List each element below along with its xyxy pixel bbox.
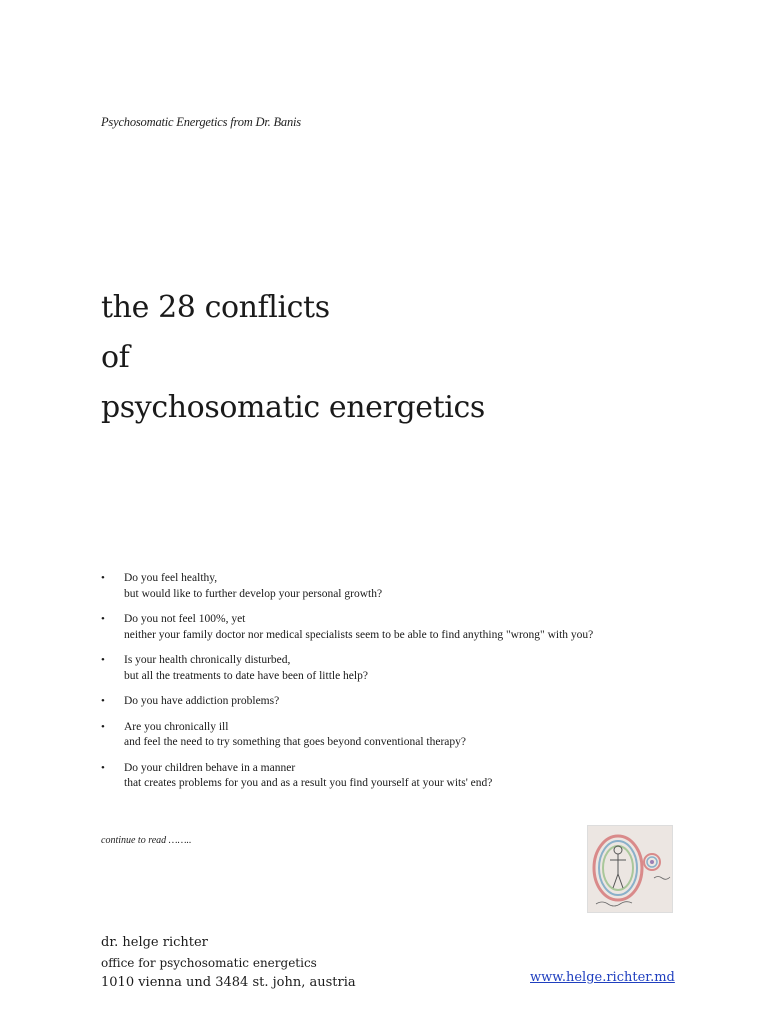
title-line-2: of [101, 340, 130, 375]
continue-reading-text: continue to read …….. [101, 835, 192, 846]
document-title [101, 283, 485, 433]
question-subtext: but all the treatments to date have been of little help? [124, 669, 368, 682]
author-block [101, 933, 356, 993]
list-item [101, 653, 721, 684]
bullet-icon: • [101, 720, 105, 733]
office-name: office for psychosomatic energetics [101, 956, 317, 970]
bullet-icon: • [101, 613, 105, 625]
question-text: Do you have addiction problems? [124, 695, 280, 707]
question-text: Do your children behave in a manner [124, 761, 296, 774]
bullet-icon: • [101, 654, 105, 666]
author-name: dr. helge richter [101, 935, 208, 950]
website-link[interactable]: www.helge.richter.md [530, 970, 675, 985]
question-subtext: but would like to further develop your personal growth? [124, 587, 383, 600]
list-item [101, 612, 721, 643]
list-item [101, 694, 721, 710]
title-line-1: the 28 conflicts [101, 290, 330, 325]
question-text: Is your health chronically disturbed, [124, 654, 291, 666]
question-text: Do you feel healthy, [124, 572, 218, 584]
question-text: Are you chronically ill [124, 720, 229, 733]
list-item [101, 571, 721, 602]
drawing-image [587, 825, 673, 913]
page-header: Psychosomatic Energetics from Dr. Banis [101, 115, 301, 129]
list-item [101, 720, 721, 751]
bullet-icon: • [101, 761, 105, 774]
question-list [101, 571, 721, 802]
list-item [101, 761, 721, 792]
figure-drawing-icon [588, 826, 672, 912]
question-text: Do you not feel 100%, yet [124, 613, 246, 625]
bullet-icon: • [101, 572, 105, 584]
address: 1010 vienna und 3484 st. john, austria [101, 975, 356, 990]
question-subtext: neither your family doctor nor medical specialists seem to be able to find anything "wrong" with you? [124, 628, 594, 641]
question-subtext: that creates problems for you and as a result you find yourself at your wits' end? [124, 777, 493, 789]
question-subtext: and feel the need to try something that goes beyond conventional therapy? [124, 736, 467, 748]
title-line-3: psychosomatic energetics [101, 390, 485, 425]
bullet-icon: • [101, 695, 105, 707]
